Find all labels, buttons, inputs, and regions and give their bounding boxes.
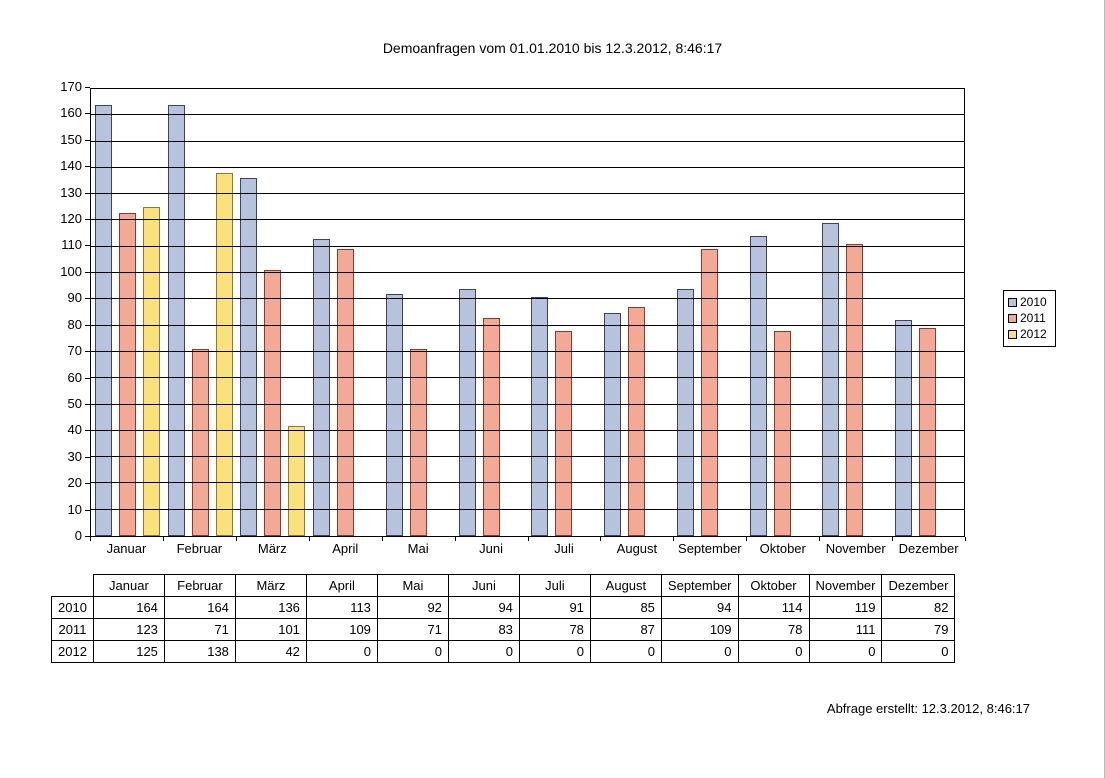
gridline-100 [91, 272, 964, 273]
footer-note: Abfrage erstellt: 12.3.2012, 8:46:17 [826, 701, 1030, 716]
bar-2010-august [604, 313, 621, 537]
y-tick-80 [85, 325, 90, 326]
bar-group-juli [528, 89, 601, 536]
gridline-20 [91, 482, 964, 483]
y-tick-90 [85, 298, 90, 299]
bar-group-oktober [746, 89, 819, 536]
bar-2010-juni [459, 289, 476, 536]
y-tick-120 [85, 219, 90, 220]
y-tick-40 [85, 430, 90, 431]
table-header-juli: Juli [519, 575, 590, 597]
table-header-row [52, 575, 955, 597]
table-cell-2010-oktober: 114 [738, 597, 809, 619]
legend-item-2012 [1008, 327, 1047, 342]
x-axis-label-juli: Juli [554, 541, 574, 556]
bar-2011-dezember [919, 328, 936, 536]
y-tick-140 [85, 166, 90, 167]
table-cell-2010-september: 94 [661, 597, 738, 619]
table-row-label-2012: 2012 [52, 641, 94, 663]
y-axis-label-90: 90 [67, 290, 82, 306]
y-axis-label-140: 140 [60, 158, 82, 174]
y-tick-110 [85, 245, 90, 246]
y-tick-160 [85, 113, 90, 114]
y-axis-label-30: 30 [67, 448, 82, 464]
y-tick-150 [85, 140, 90, 141]
bar-group-november [819, 89, 892, 536]
x-axis-label-januar: Januar [106, 541, 147, 556]
table-header-dezember: Dezember [882, 575, 955, 597]
gridline-160 [91, 114, 964, 115]
table-cell-2012-januar: 125 [93, 641, 164, 663]
bar-2010-november [822, 223, 839, 536]
bar-group-august [600, 89, 673, 536]
gridline-10 [91, 509, 964, 510]
table-header-januar: Januar [93, 575, 164, 597]
y-axis-label-110: 110 [61, 237, 82, 253]
bar-2010-juli [531, 297, 548, 536]
legend-marker-2012 [1008, 330, 1017, 339]
x-axis-label-september: September [678, 541, 742, 556]
table-cell-2012-april: 0 [306, 641, 377, 663]
chart-title: Demoanfragen vom 01.01.2010 bis 12.3.2012, 8:46:17 [382, 40, 723, 56]
x-axis-label-februar: Februar [176, 541, 223, 556]
bar-group-september [673, 89, 746, 536]
table-cell-2011-juni: 83 [448, 619, 519, 641]
gridline-80 [91, 325, 964, 326]
chart-legend [1003, 290, 1056, 347]
y-axis-label-20: 20 [67, 475, 82, 491]
table-cell-2012-februar: 138 [164, 641, 235, 663]
y-axis-label-40: 40 [67, 422, 82, 438]
y-axis-label-150: 150 [60, 131, 82, 147]
x-tick-12 [965, 537, 966, 541]
table-cell-2010-januar: 164 [93, 597, 164, 619]
legend-marker-2011 [1008, 314, 1017, 323]
y-tick-30 [85, 457, 90, 458]
y-tick-70 [85, 351, 90, 352]
table-cell-2010-juni: 94 [448, 597, 519, 619]
bar-group-märz [237, 89, 310, 536]
legend-label-2011: 2011 [1020, 311, 1046, 325]
table-cell-2011-mai: 71 [377, 619, 448, 641]
table-cell-2012-august: 0 [590, 641, 661, 663]
table-cell-2012-mai: 0 [377, 641, 448, 663]
table-cell-2012-juli: 0 [519, 641, 590, 663]
table-cell-2010-juli: 91 [519, 597, 590, 619]
bar-2011-april [337, 249, 354, 536]
table-cell-2012-märz: 42 [235, 641, 306, 663]
gridline-90 [91, 298, 964, 299]
table-row-label-2010: 2010 [52, 597, 94, 619]
y-axis-label-0: 0 [74, 528, 82, 543]
bar-2011-august [628, 307, 645, 536]
table-header-märz: März [235, 575, 306, 597]
data-table [51, 574, 955, 663]
gridline-60 [91, 377, 964, 378]
bar-group-juni [455, 89, 528, 536]
table-row-2012 [52, 641, 955, 663]
y-tick-20 [85, 483, 90, 484]
bar-group-april [309, 89, 382, 536]
table-cell-2012-juni: 0 [448, 641, 519, 663]
bar-2010-mai [386, 294, 403, 536]
y-tick-170 [85, 87, 90, 88]
x-axis-label-märz: März [257, 541, 287, 556]
table-cell-2011-oktober: 78 [738, 619, 809, 641]
x-axis-label-april: April [332, 541, 359, 556]
table-cell-2010-april: 113 [306, 597, 377, 619]
bar-group-februar [164, 89, 237, 536]
table-cell-2012-oktober: 0 [738, 641, 809, 663]
plot-area [90, 88, 965, 537]
table-cell-2011-märz: 101 [235, 619, 306, 641]
bar-2010-dezember [895, 320, 912, 536]
bar-group-mai [382, 89, 455, 536]
gridline-150 [91, 141, 964, 142]
table-cell-2012-dezember: 0 [882, 641, 955, 663]
x-axis-labels [90, 541, 965, 556]
bar-2012-märz [288, 426, 305, 536]
table-corner-cell [52, 575, 94, 597]
bar-group-dezember [891, 89, 964, 536]
x-axis-label-dezember: Dezember [898, 541, 959, 556]
gridline-70 [91, 351, 964, 352]
bar-group-januar [91, 89, 164, 536]
y-axis-label-170: 170 [60, 79, 82, 94]
table-cell-2010-august: 85 [590, 597, 661, 619]
table-cell-2010-februar: 164 [164, 597, 235, 619]
y-tick-50 [85, 404, 90, 405]
y-tick-10 [85, 510, 90, 511]
bar-2010-oktober [750, 236, 767, 536]
table-header-mai: Mai [377, 575, 448, 597]
table-cell-2012-september: 0 [661, 641, 738, 663]
bar-2010-april [313, 239, 330, 536]
bar-2010-januar [95, 105, 112, 536]
table-header-august: August [590, 575, 661, 597]
table-header-juni: Juni [448, 575, 519, 597]
x-axis-label-juni: Juni [479, 541, 503, 556]
table-header-februar: Februar [164, 575, 235, 597]
table-cell-2012-november: 0 [809, 641, 882, 663]
legend-item-2010 [1008, 295, 1047, 310]
bar-2012-januar [143, 207, 160, 536]
bar-2011-oktober [774, 331, 791, 536]
table-row-2010 [52, 597, 955, 619]
bar-2011-september [701, 249, 718, 536]
bar-2011-november [846, 244, 863, 536]
table-cell-2011-dezember: 79 [882, 619, 955, 641]
legend-label-2010: 2010 [1020, 295, 1047, 309]
table-cell-2011-november: 111 [809, 619, 882, 641]
bar-2011-januar [119, 213, 136, 536]
gridline-140 [91, 167, 964, 168]
gridline-120 [91, 219, 964, 220]
bar-2011-juli [555, 331, 572, 536]
gridline-50 [91, 404, 964, 405]
table-cell-2011-januar: 123 [93, 619, 164, 641]
table-cell-2011-september: 109 [661, 619, 738, 641]
gridline-30 [91, 456, 964, 457]
legend-label-2012: 2012 [1020, 327, 1047, 341]
gridline-110 [91, 246, 964, 247]
table-header-april: April [306, 575, 377, 597]
y-axis-label-50: 50 [67, 395, 82, 411]
table-header-oktober: Oktober [738, 575, 809, 597]
x-axis-label-mai: Mai [407, 541, 429, 556]
x-axis-label-november: November [825, 541, 886, 556]
legend-item-2011 [1008, 311, 1047, 326]
table-row-label-2011: 2011 [52, 619, 94, 641]
table-cell-2010-november: 119 [809, 597, 882, 619]
table-row-2011 [52, 619, 955, 641]
y-axis-label-160: 160 [60, 105, 82, 121]
table-cell-2011-august: 87 [590, 619, 661, 641]
y-axis-label-60: 60 [67, 369, 82, 385]
table-cell-2010-märz: 136 [235, 597, 306, 619]
y-tick-60 [85, 378, 90, 379]
table-cell-2011-april: 109 [306, 619, 377, 641]
gridline-40 [91, 430, 964, 431]
x-axis-label-august: August [616, 541, 658, 556]
table-header-november: November [809, 575, 882, 597]
bar-2010-februar [168, 105, 185, 536]
bar-2010-september [677, 289, 694, 536]
y-axis-label-70: 70 [67, 343, 82, 359]
bar-groups [91, 89, 964, 536]
y-axis-label-10: 10 [67, 501, 82, 517]
table-cell-2011-februar: 71 [164, 619, 235, 641]
y-axis-label-100: 100 [60, 263, 82, 279]
y-axis-label-120: 120 [60, 211, 82, 227]
table-header-september: September [661, 575, 738, 597]
gridline-130 [91, 193, 964, 194]
table-cell-2010-dezember: 82 [882, 597, 955, 619]
table-cell-2011-juli: 78 [519, 619, 590, 641]
y-axis-label-80: 80 [67, 316, 82, 332]
y-tick-130 [85, 193, 90, 194]
x-axis-label-oktober: Oktober [759, 541, 806, 556]
legend-marker-2010 [1008, 298, 1017, 307]
y-axis-label-130: 130 [60, 184, 82, 200]
y-tick-100 [85, 272, 90, 273]
table-cell-2010-mai: 92 [377, 597, 448, 619]
